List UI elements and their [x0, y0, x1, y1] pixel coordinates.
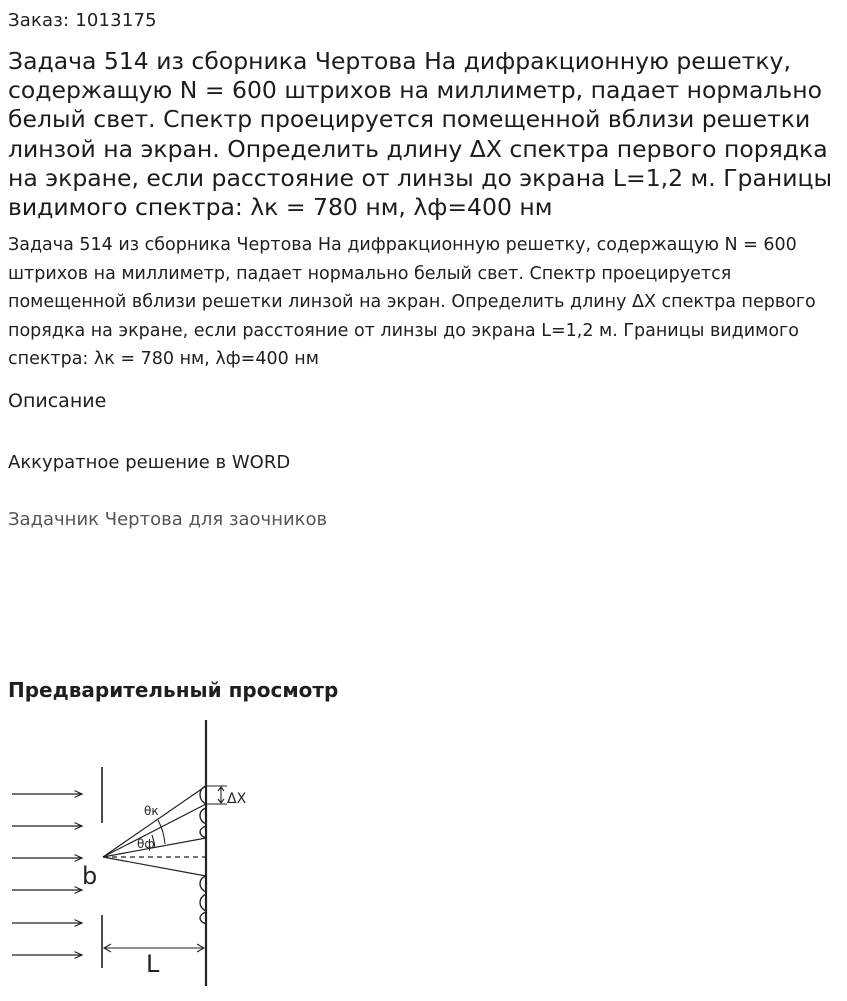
delta-x-marker: [206, 786, 227, 804]
order-number: Заказ: 1013175: [8, 10, 157, 31]
task-text: Задача 514 из сборника Чертова На дифракционную решетку, содержащую N = 600 штрихов на миллиметр, падает нормально белый свет. Спектр проецируется помещенной вблизи решетки линзой на экран. Определить длину ΔX спектра первого порядка на экране, если расстояние от линзы до экрана L=1,2 м. Границы видимого спектра: λк = 780 нм, λф=400 нм: [8, 235, 816, 370]
delta-x-label: ΔX: [227, 791, 247, 807]
preview-figure: [0, 714, 260, 997]
incoming-rays: [12, 794, 82, 955]
preview-heading: Предварительный просмотр: [8, 678, 339, 702]
theta-k-label: θк: [144, 804, 159, 818]
solution-note: Аккуратное решение в WORD: [8, 452, 291, 473]
description-heading: Описание: [8, 390, 107, 412]
b-label: b: [82, 862, 98, 890]
diffracted-rays: [103, 786, 206, 876]
page-title: Задача 514 из сборника Чертова На дифракционную решетку, содержащую N = 600 штрихов на миллиметр, падает нормально белый свет. Спектр проецируется помещенной вблизи решетки линзой на экран. Определить длину ΔX спектра первого порядка на экране, если расстояние от линзы до экрана L=1,2 м. Границы видимого спектра: λк = 780 нм, λф=400 нм: [8, 47, 833, 222]
theta-f-label: θф: [137, 837, 155, 851]
category-link[interactable]: Задачник Чертова для заочников: [8, 509, 328, 530]
l-label: L: [146, 950, 160, 978]
